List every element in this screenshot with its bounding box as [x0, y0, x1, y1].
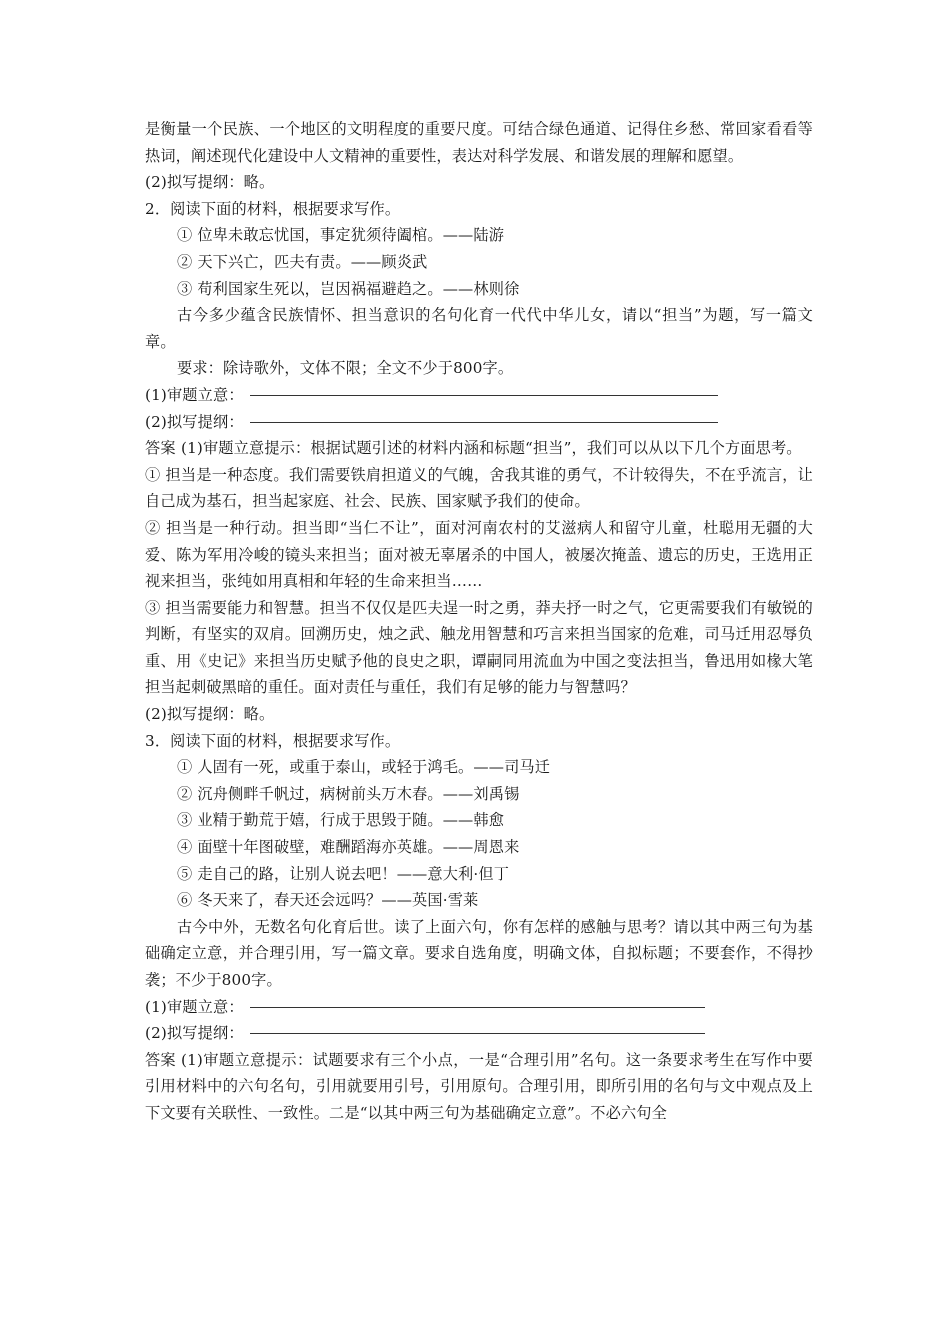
q2-material-3: ③ 苟利国家生死以，岂因祸福避趋之。——林则徐 — [177, 279, 520, 298]
q3-material-1: ① 人固有一死，或重于泰山，或轻于鸿毛。——司马迁 — [177, 758, 551, 777]
q2-answer-point-3: ③ 担当需要能力和智慧。担当不仅仅是匹夫逞一时之勇，莽夫抒一时之气，它更需要我们有敏锐的判断，有坚实的双肩。回溯历史，烛之武、触龙用智慧和巧言来担当国家的危难，司马迁用忍辱负重、用《史记》来担当历史赋予他的良史之职，谭嗣同用流血为中国之变法担当，鲁迅用如椽大笔担当起刺破黑暗的重任。面对责任与重任，我们有足够的能力与智慧吗？ — [145, 598, 813, 697]
q3-blank-outline-label: (2)拟写提纲： — [145, 1024, 244, 1043]
q2-requirement: 要求：除诗歌外，文体不限；全文不少于800字。 — [177, 359, 514, 378]
q2-answer-point-1: ① 担当是一种态度。我们需要铁肩担道义的气魄，舍我其谁的勇气，不计较得失，不在乎流言，让自己成为基石，担当起家庭、社会、民族、国家赋予我们的使命。 — [145, 465, 813, 511]
q2-blank-topic-rule — [250, 394, 718, 396]
q2-blank-outline-label: (2)拟写提纲： — [145, 412, 244, 431]
question-3-title: 3．阅读下面的材料，根据要求写作。 — [145, 731, 401, 750]
q3-material-5: ⑤ 走自己的路，让别人说去吧！——意大利·但丁 — [177, 864, 510, 883]
question-2-title: 2．阅读下面的材料，根据要求写作。 — [145, 199, 401, 218]
q2-blank-outline — [145, 409, 813, 436]
q3-answer-label: 答案 — [145, 1050, 176, 1069]
q3-answer-text: (1)审题立意提示：试题要求有三个小点，一是“合理引用”名句。这一条要求考生在写作中要引用材料中的六句名句，引用就要用引号，引用原句。合理引用，即所引用的名句与文中观点及上下文要有关联性、一致性。二是“以其中两三句为基础确定立意”。不必六句全 — [145, 1050, 813, 1122]
q2-prompt: 古今多少蕴含民族情怀、担当意识的名句化育一代代中华儿女，请以“担当”为题，写一篇文章。 — [145, 306, 813, 351]
q3-blank-topic-rule — [250, 1006, 705, 1008]
q2-material-1: ① 位卑未敢忘忧国，事定犹须待阖棺。——陆游 — [177, 226, 505, 245]
document-page — [145, 116, 813, 1127]
q3-blank-topic-label: (1)审题立意： — [145, 997, 244, 1016]
paragraph-intro-continuation: 是衡量一个民族、一个地区的文明程度的重要尺度。可结合绿色通道、记得住乡愁、常回家看看等热词，阐述现代化建设中人文精神的重要性，表达对科学发展、和谐发展的理解和愿望。 — [145, 120, 813, 165]
q3-material-2: ② 沉舟侧畔千帆过，病树前头万木春。——刘禹锡 — [177, 784, 520, 803]
q2-answer-outline: (2)拟写提纲：略。 — [145, 705, 275, 724]
q2-material-2: ② 天下兴亡，匹夫有责。——顾炎武 — [177, 252, 428, 271]
q3-prompt: 古今中外，无数名句化育后世。读了上面六句，你有怎样的感触与思考？请以其中两三句为基础确定立意，并合理引用，写一篇文章。要求自选角度，明确文体，自拟标题；不要套作，不得抄袭；不少于800字。 — [145, 917, 813, 989]
q3-blank-outline-rule — [250, 1032, 705, 1034]
outline-note: (2)拟写提纲：略。 — [145, 173, 275, 192]
q2-blank-topic — [145, 382, 813, 409]
q3-blank-topic — [145, 994, 813, 1021]
q2-answer — [145, 435, 813, 462]
q2-blank-outline-rule — [250, 421, 718, 423]
q3-material-6: ⑥ 冬天来了，春天还会远吗？——英国·雪莱 — [177, 891, 479, 910]
q3-blank-outline — [145, 1020, 813, 1047]
q3-material-4: ④ 面壁十年图破壁，难酬蹈海亦英雄。——周恩来 — [177, 838, 520, 857]
q2-answer-label: 答案 — [145, 439, 176, 458]
q2-answer-text: (1)审题立意提示：根据试题引述的材料内涵和标题“担当”，我们可以从以下几个方面思考。 — [181, 439, 802, 458]
q3-material-3: ③ 业精于勤荒于嬉，行成于思毁于随。——韩愈 — [177, 811, 505, 830]
q3-answer — [145, 1047, 813, 1127]
q2-answer-point-2: ② 担当是一种行动。担当即“当仁不让”，面对河南农村的艾滋病人和留守儿童，杜聪用无疆的大爱、陈为军用冷峻的镜头来担当；面对被无辜屠杀的中国人，被屡次掩盖、遗忘的历史，王选用正视来担当，张纯如用真相和年轻的生命来担当…… — [145, 518, 813, 591]
q2-blank-topic-label: (1)审题立意： — [145, 385, 244, 404]
